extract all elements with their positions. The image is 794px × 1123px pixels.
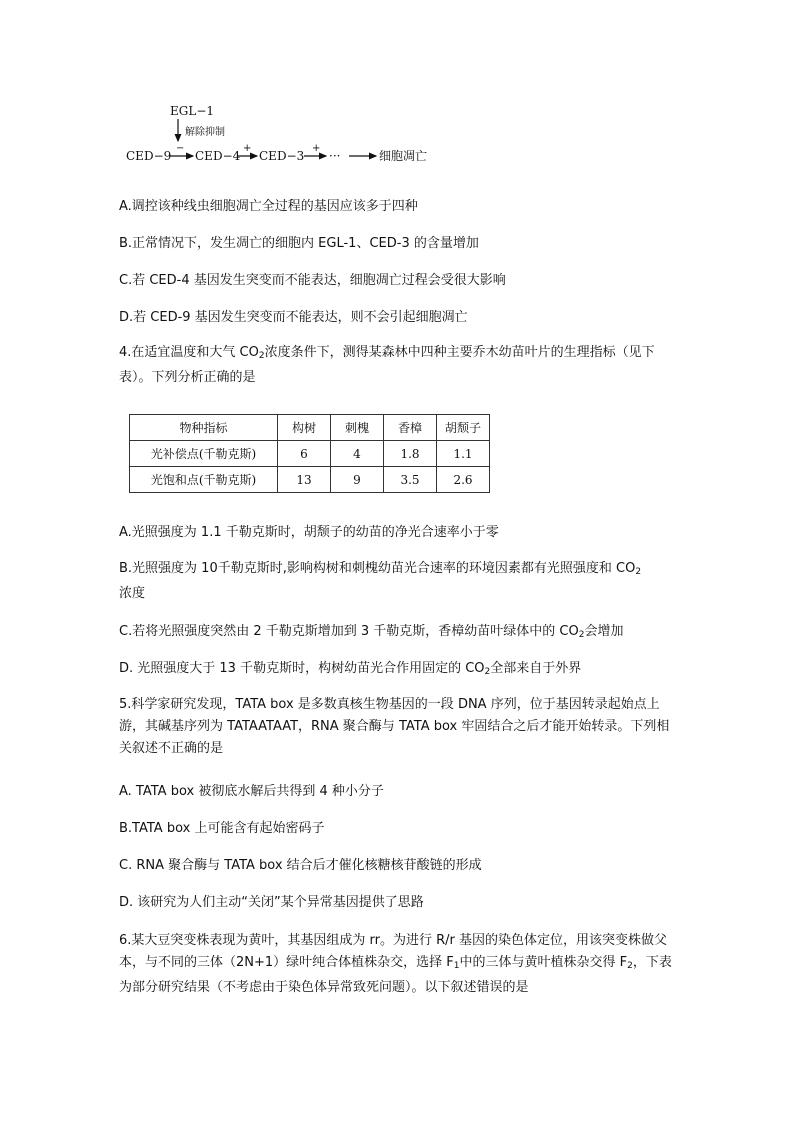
table-row [130,441,490,467]
q3-option-a: A.调控该种线虫细胞凋亡全过程的基因应该多于四种 [119,199,418,214]
q3-option-d: D.若 CED-9 基因发生突变而不能表达，则不会引起细胞凋亡 [119,310,468,325]
table-row [130,467,490,493]
q6-stem: 6.某大豆突变株表现为黄叶，其基因组成为 rr。为进行 R/r 基因的染色体定位，用该突变株做父本，与不同的三体（2N+1）绿叶纯合体植株杂交，选择 $F_1$中的三体与黄叶植株杂交得 $F_2$，下表为部分研究结果（不考虑由于染色体异常致死问题）。以下叙述错误的是 [119,933,672,995]
release-inhibition-label: 解除抑制 [185,127,225,138]
table-header-row [130,415,490,441]
node-ced3: CED−3 [259,149,305,163]
light-index-table [129,414,490,493]
table-cell: 1.8 [384,441,437,467]
table-cell: 4 [331,441,384,467]
table-header-cell: 构树 [278,415,331,441]
table-cell: 光饱和点(千勒克斯) [130,467,278,493]
table-header-cell: 胡颓子 [437,415,490,441]
q4-option-b: B.光照强度为 10千勒克斯时,影响构树和刺槐幼苗光合速率的环境因素都有光照强度和 $CO_2$ 浓度 [119,561,642,601]
node-ced9: CED−9 [126,149,172,163]
sign-plus-2: + [312,143,321,154]
sign-minus: − [176,143,185,154]
table-header-cell: 物种指标 [130,415,278,441]
q5-option-a: A. TATA box 被彻底水解后共得到 4 种小分子 [119,784,384,799]
table-header-cell: 香樟 [384,415,437,441]
q4-option-a: A.光照强度为 1.1 千勒克斯时，胡颓子的幼苗的净光合速率小于零 [119,525,499,540]
table-cell: 6 [278,441,331,467]
q5-option-b: B.TATA box 上可能含有起始密码子 [119,821,325,836]
node-ced4: CED−4 [195,149,241,163]
q3-option-c: C.若 CED-4 基因发生突变而不能表达，细胞凋亡过程会受很大影响 [119,273,506,288]
node-ellipsis: ··· [329,149,341,163]
q3-option-b: B.正常情况下，发生凋亡的细胞内 EGL-1、CED-3 的含量增加 [119,236,479,251]
q4-option-c: C.若将光照强度突然由 2 千勒克斯增加到 3 千勒克斯，香樟幼苗叶绿体中的 $CO_2$会增加 [119,624,624,640]
q4-stem: 4.在适宜温度和大气 $CO_2$浓度条件下，测得某森林中四种主要乔木幼苗叶片的生理指标（见下表）。下列分析正确的是 [119,345,655,385]
table-cell: 3.5 [384,467,437,493]
q5-option-d: D. 该研究为人们主动“关闭”某个异常基因提供了思路 [119,895,424,910]
table-cell: 9 [331,467,384,493]
table-header-cell: 刺槐 [331,415,384,441]
table-cell: 2.6 [437,467,490,493]
node-apoptosis: 细胞凋亡 [379,149,428,163]
table-cell: 光补偿点(千勒克斯) [130,441,278,467]
sign-plus-1: + [243,143,252,154]
table-cell: 13 [278,467,331,493]
table-cell: 1.1 [437,441,490,467]
cell-apoptosis-pathway-diagram [123,103,428,167]
egl1-label: EGL−1 [170,104,215,118]
q5-stem: 5.科学家研究发现，TATA box 是多数真核生物基因的一段 DNA 序列，位于基因转录起始点上游，其碱基序列为 TATAATAAT，RNA 聚合酶与 TATA box 牢固结合之后才能开始转录。下列相关叙述不正确的是 [119,697,670,756]
q4-option-d: D. 光照强度大于 13 千勒克斯时，构树幼苗光合作用固定的 $CO_2$全部来自于外界 [119,661,582,677]
q5-option-c: C. RNA 聚合酶与 TATA box 结合后才催化核糖核苷酸链的形成 [119,858,482,873]
